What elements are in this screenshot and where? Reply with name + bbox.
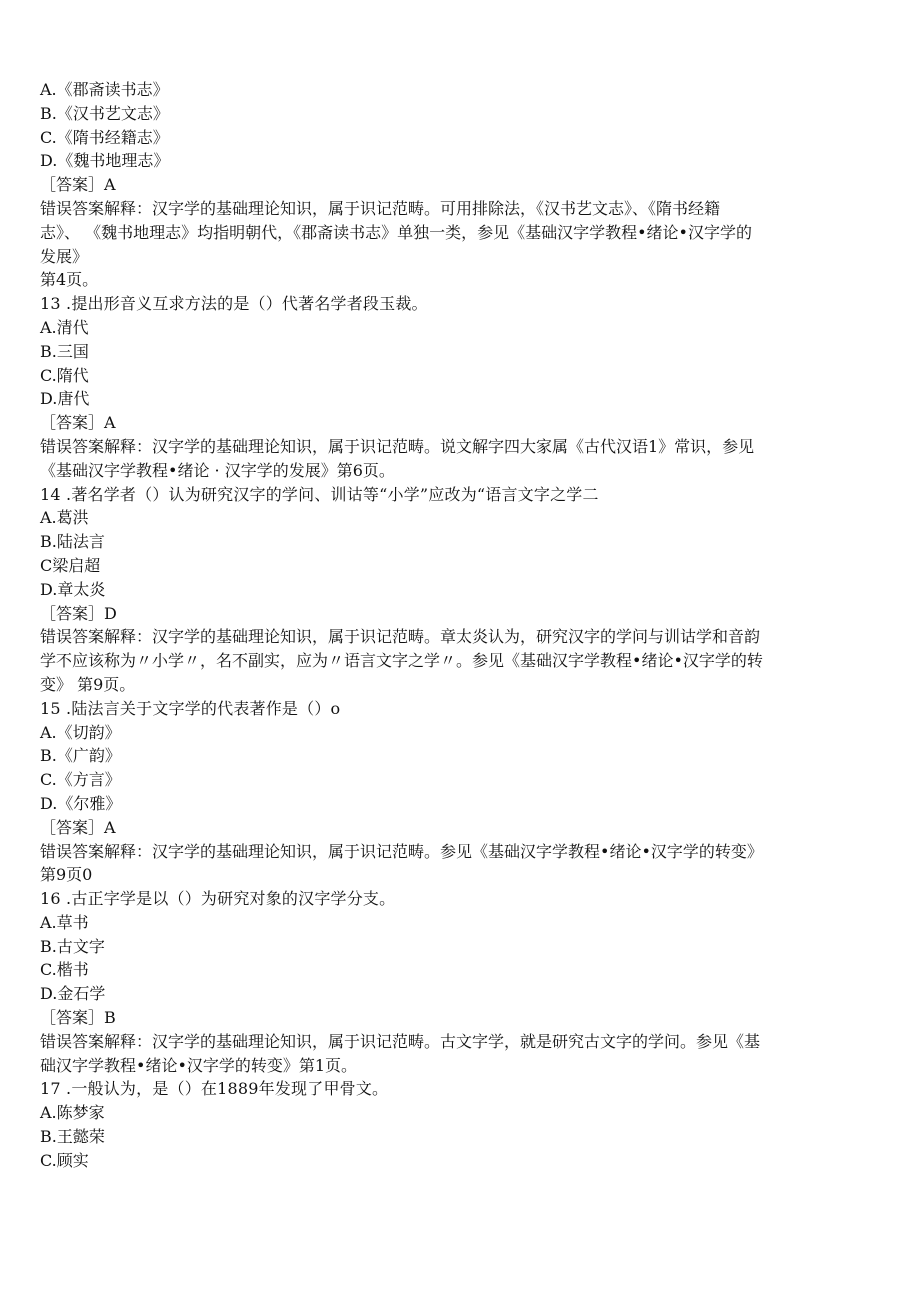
question-17: 17 .一般认为，是（）在1889年发现了甲骨文。	[40, 1079, 389, 1099]
option-a: A.葛洪	[40, 508, 89, 528]
explanation-line: 发展》	[40, 246, 89, 266]
option-a: A.草书	[40, 912, 89, 932]
explanation-line: 志》、 《魏书地理志》均指明朝代，《郡斋读书志》单独一类，参见《基础汉字学教程•绪论•汉字学的	[40, 222, 752, 242]
explanation-line: 错误答案解释：汉字学的基础理论知识，属于识记范畴。参见《基础汉字学教程•绪论•汉字学的转变》	[40, 841, 763, 861]
explanation-line: 变》 第9页。	[40, 674, 136, 694]
question-14: 14 .著名学者（）认为研究汉字的学问、训诂等“小学”应改为“语言文字之学二	[40, 484, 599, 504]
explanation-line: 第9页0	[40, 865, 93, 885]
option-b: B.陆法言	[40, 532, 105, 552]
option-c: C梁启超	[40, 555, 101, 575]
option-b: B.王懿荣	[40, 1127, 105, 1147]
question-16: 16 .古正字学是以（）为研究对象的汉字学分支。	[40, 889, 396, 909]
option-b: B.《汉书艺文志》	[40, 103, 169, 123]
option-c: C.顾实	[40, 1150, 89, 1170]
option-b: B.《广韵》	[40, 746, 121, 766]
answer-line: ［答案］A	[40, 175, 116, 195]
document-page	[40, 78, 885, 1173]
option-b: B.古文字	[40, 936, 105, 956]
explanation-line: 错误答案解释：汉字学的基础理论知识，属于识记范畴。说文解字四大家属《古代汉语1》常识，参见	[40, 436, 755, 456]
option-d: D.唐代	[40, 389, 90, 409]
option-c: C.《隋书经籍志》	[40, 127, 169, 147]
option-a: A.《郡斋读书志》	[40, 80, 169, 99]
explanation-line: 《基础汉字学教程•绪论 · 汉字学的发展》第6页。	[40, 460, 395, 480]
explanation-line: 错误答案解释：汉字学的基础理论知识，属于识记范畴。古文字学，就是研究古文字的学问。参见《基	[40, 1031, 761, 1051]
option-d: D.金石学	[40, 984, 106, 1004]
option-b: B.三国	[40, 341, 89, 361]
option-a: A.《切韵》	[40, 722, 121, 742]
answer-line: ［答案］B	[40, 1008, 116, 1028]
explanation-line: 第4页。	[40, 270, 99, 290]
option-d: D.《魏书地理志》	[40, 151, 170, 171]
explanation-line: 错误答案解释：汉字学的基础理论知识，属于识记范畴。可用排除法，《汉书艺文志》、《隋书经籍	[40, 198, 721, 218]
option-d: D.章太炎	[40, 579, 106, 599]
question-13: 13 .提出形音义互求方法的是（）代著名学者段玉裁。	[40, 294, 428, 314]
explanation-line: 错误答案解释：汉字学的基础理论知识，属于识记范畴。章太炎认为，研究汉字的学问与训诂学和音韵	[40, 627, 761, 647]
answer-line: ［答案］A	[40, 413, 116, 433]
option-c: C.楷书	[40, 960, 89, 980]
option-a: A.清代	[40, 317, 89, 337]
option-d: D.《尔雅》	[40, 793, 122, 813]
option-c: C.《方言》	[40, 770, 121, 790]
answer-line: ［答案］D	[40, 603, 117, 623]
explanation-line: 础汉字学教程•绪论•汉字学的转变》第1页。	[40, 1055, 358, 1075]
option-c: C.隋代	[40, 365, 89, 385]
question-15: 15 .陆法言关于文字学的代表著作是（）o	[40, 698, 341, 718]
explanation-line: 学不应该称为〃小学〃，名不副实，应为〃语言文字之学〃。参见《基础汉字学教程•绪论•汉字学的转	[40, 651, 763, 671]
answer-line: ［答案］A	[40, 817, 116, 837]
option-a: A.陈梦家	[40, 1103, 105, 1123]
